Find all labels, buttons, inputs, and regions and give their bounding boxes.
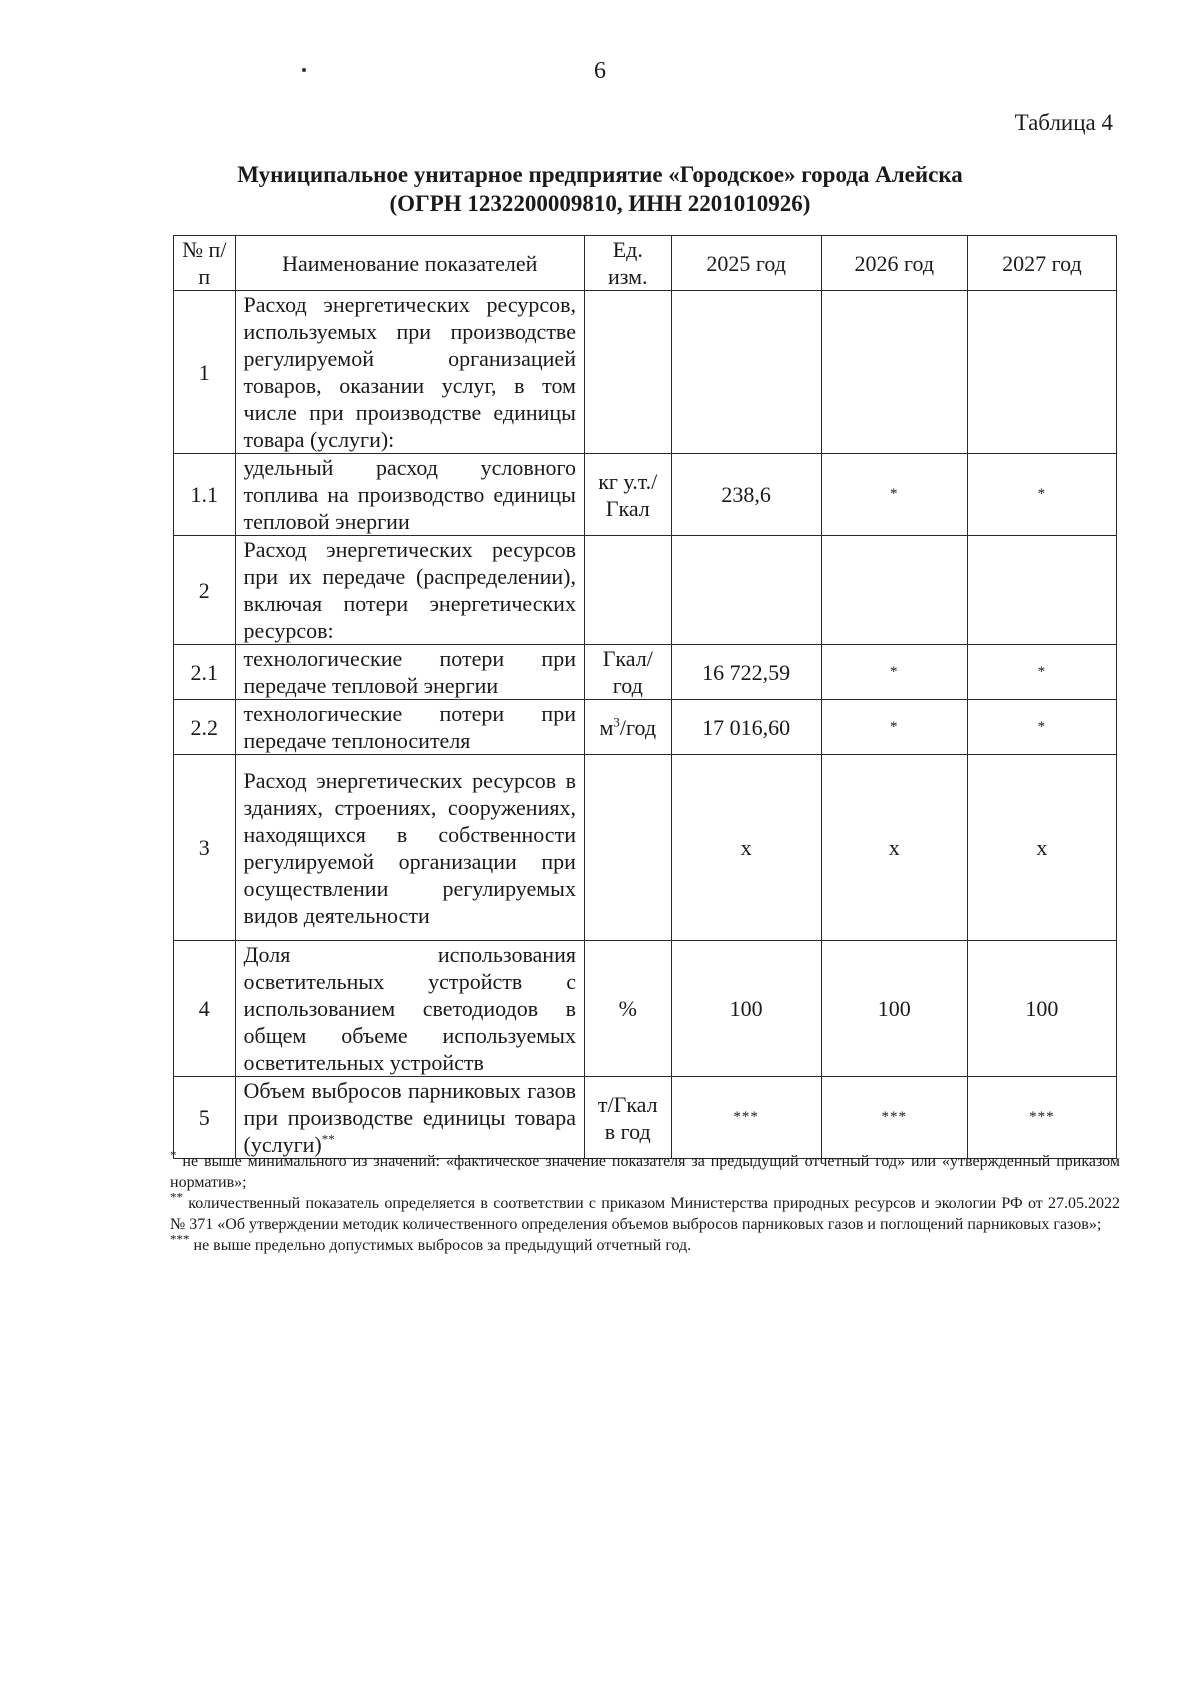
footnote-text: количественный показатель определяется в соответствии с приказом Министерства природных ресурсов и экологии РФ от 27.05.2022 № 371 «Об утверждении методик количественного определения объемов выбросов парниковых газов и поглощений парниковых газов»; xyxy=(170,1195,1120,1233)
document-heading xyxy=(170,160,1030,218)
row-value-2025: 100 xyxy=(671,941,821,1077)
row-value-2026: 100 xyxy=(821,941,967,1077)
row-unit xyxy=(584,755,671,941)
table-row xyxy=(174,700,1117,755)
row-name: Расход энергетических ресурсов в зданиях, строениях, сооружениях, находящихся в собственности регулируемой организации при осуществлении регулируемых видов деятельности xyxy=(235,755,584,941)
row-name: удельный расход условного топлива на производство единицы тепловой энергии xyxy=(235,454,584,536)
header-2026: 2026 год xyxy=(821,236,967,291)
row-name-text: Объем выбросов парниковых газов при производстве единицы товара (услуги) xyxy=(243,1078,576,1157)
row-unit xyxy=(584,291,671,454)
footnote-text: не выше предельно допустимых выбросов за предыдущий отчетный год. xyxy=(193,1237,692,1254)
header-2027: 2027 год xyxy=(967,236,1116,291)
table-row xyxy=(174,1077,1117,1159)
row-value-2026: * xyxy=(821,454,967,536)
footnote-mark: *** xyxy=(170,1231,190,1247)
unit-base: м xyxy=(599,714,614,740)
unit-superscript: 3 xyxy=(613,714,620,730)
row-value-2025 xyxy=(671,536,821,645)
row-value-2026 xyxy=(821,536,967,645)
footnote-mark: ** xyxy=(170,1189,183,1205)
header-name: Наименование показателей xyxy=(235,236,584,291)
row-value-2027: * xyxy=(967,645,1116,700)
footnote-ref: ** xyxy=(321,1131,335,1147)
row-num: 3 xyxy=(174,755,236,941)
row-num: 1 xyxy=(174,291,236,454)
row-name: Доля использования осветительных устройств с использованием светодиодов в общем объеме используемых осветительных устройств xyxy=(235,941,584,1077)
row-value-2025: *** xyxy=(671,1077,821,1159)
indicators-table xyxy=(173,235,1117,1159)
heading-line-2: (ОГРН 1232200009810, ИНН 2201010926) xyxy=(389,191,811,216)
row-value-2026: *** xyxy=(821,1077,967,1159)
row-unit xyxy=(584,700,671,755)
row-value-2026: * xyxy=(821,700,967,755)
scan-dot xyxy=(302,68,306,72)
table-caption: Таблица 4 xyxy=(1014,110,1113,135)
row-value-2026: * xyxy=(821,645,967,700)
heading-line-1: Муниципальное унитарное предприятие «Городское» города Алейска xyxy=(237,162,963,187)
table-header-row xyxy=(174,236,1117,291)
row-name: технологические потери при передаче теплоносителя xyxy=(235,700,584,755)
row-num: 4 xyxy=(174,941,236,1077)
row-num: 2 xyxy=(174,536,236,645)
footnote-1 xyxy=(170,1147,1121,1193)
row-value-2025 xyxy=(671,291,821,454)
row-name: Расход энергетических ресурсов, используемых при производстве регулируемой организацией товаров, оказании услуг, в том числе при производстве единицы товара (услуги): xyxy=(235,291,584,454)
row-value-2027: * xyxy=(967,700,1116,755)
row-value-2025: 16 722,59 xyxy=(671,645,821,700)
row-value-2025: 17 016,60 xyxy=(671,700,821,755)
footnote-text: не выше минимального из значений: «фактическое значение показателя за предыдущий отчетный год» или «утвержденный приказом норматив»; xyxy=(170,1153,1121,1191)
footnote-3 xyxy=(170,1231,1120,1256)
row-num: 2.2 xyxy=(174,700,236,755)
footnotes xyxy=(170,1147,1121,1256)
row-name: технологические потери при передаче тепловой энергии xyxy=(235,645,584,700)
footnote-mark: * xyxy=(170,1147,177,1163)
row-unit: % xyxy=(584,941,671,1077)
page-number: 6 xyxy=(594,58,606,84)
row-value-2027: * xyxy=(967,454,1116,536)
row-value-2027: *** xyxy=(967,1077,1116,1159)
header-num: № п/п xyxy=(174,236,236,291)
header-unit: Ед. изм. xyxy=(584,236,671,291)
row-value-2027: х xyxy=(967,755,1116,941)
footnote-2 xyxy=(170,1189,1120,1235)
row-unit: Гкал/ год xyxy=(584,645,671,700)
row-num: 1.1 xyxy=(174,454,236,536)
row-value-2027 xyxy=(967,291,1116,454)
header-2025: 2025 год xyxy=(671,236,821,291)
row-value-2027: 100 xyxy=(967,941,1116,1077)
table-row xyxy=(174,291,1117,454)
row-value-2025: 238,6 xyxy=(671,454,821,536)
row-num: 2.1 xyxy=(174,645,236,700)
row-unit xyxy=(584,536,671,645)
row-num: 5 xyxy=(174,1077,236,1159)
row-value-2026 xyxy=(821,291,967,454)
unit-tail: /год xyxy=(619,714,657,740)
row-name: Расход энергетических ресурсов при их передаче (распределении), включая потери энергетических ресурсов: xyxy=(235,536,584,645)
table-row xyxy=(174,454,1117,536)
table-row xyxy=(174,536,1117,645)
row-unit: т/Гкал в год xyxy=(584,1077,671,1159)
row-value-2025: х xyxy=(671,755,821,941)
table-row xyxy=(174,755,1117,941)
row-unit: кг у.т./ Гкал xyxy=(584,454,671,536)
table-row xyxy=(174,645,1117,700)
row-value-2027 xyxy=(967,536,1116,645)
table-row xyxy=(174,941,1117,1077)
row-name xyxy=(235,1077,584,1159)
row-value-2026: х xyxy=(821,755,967,941)
